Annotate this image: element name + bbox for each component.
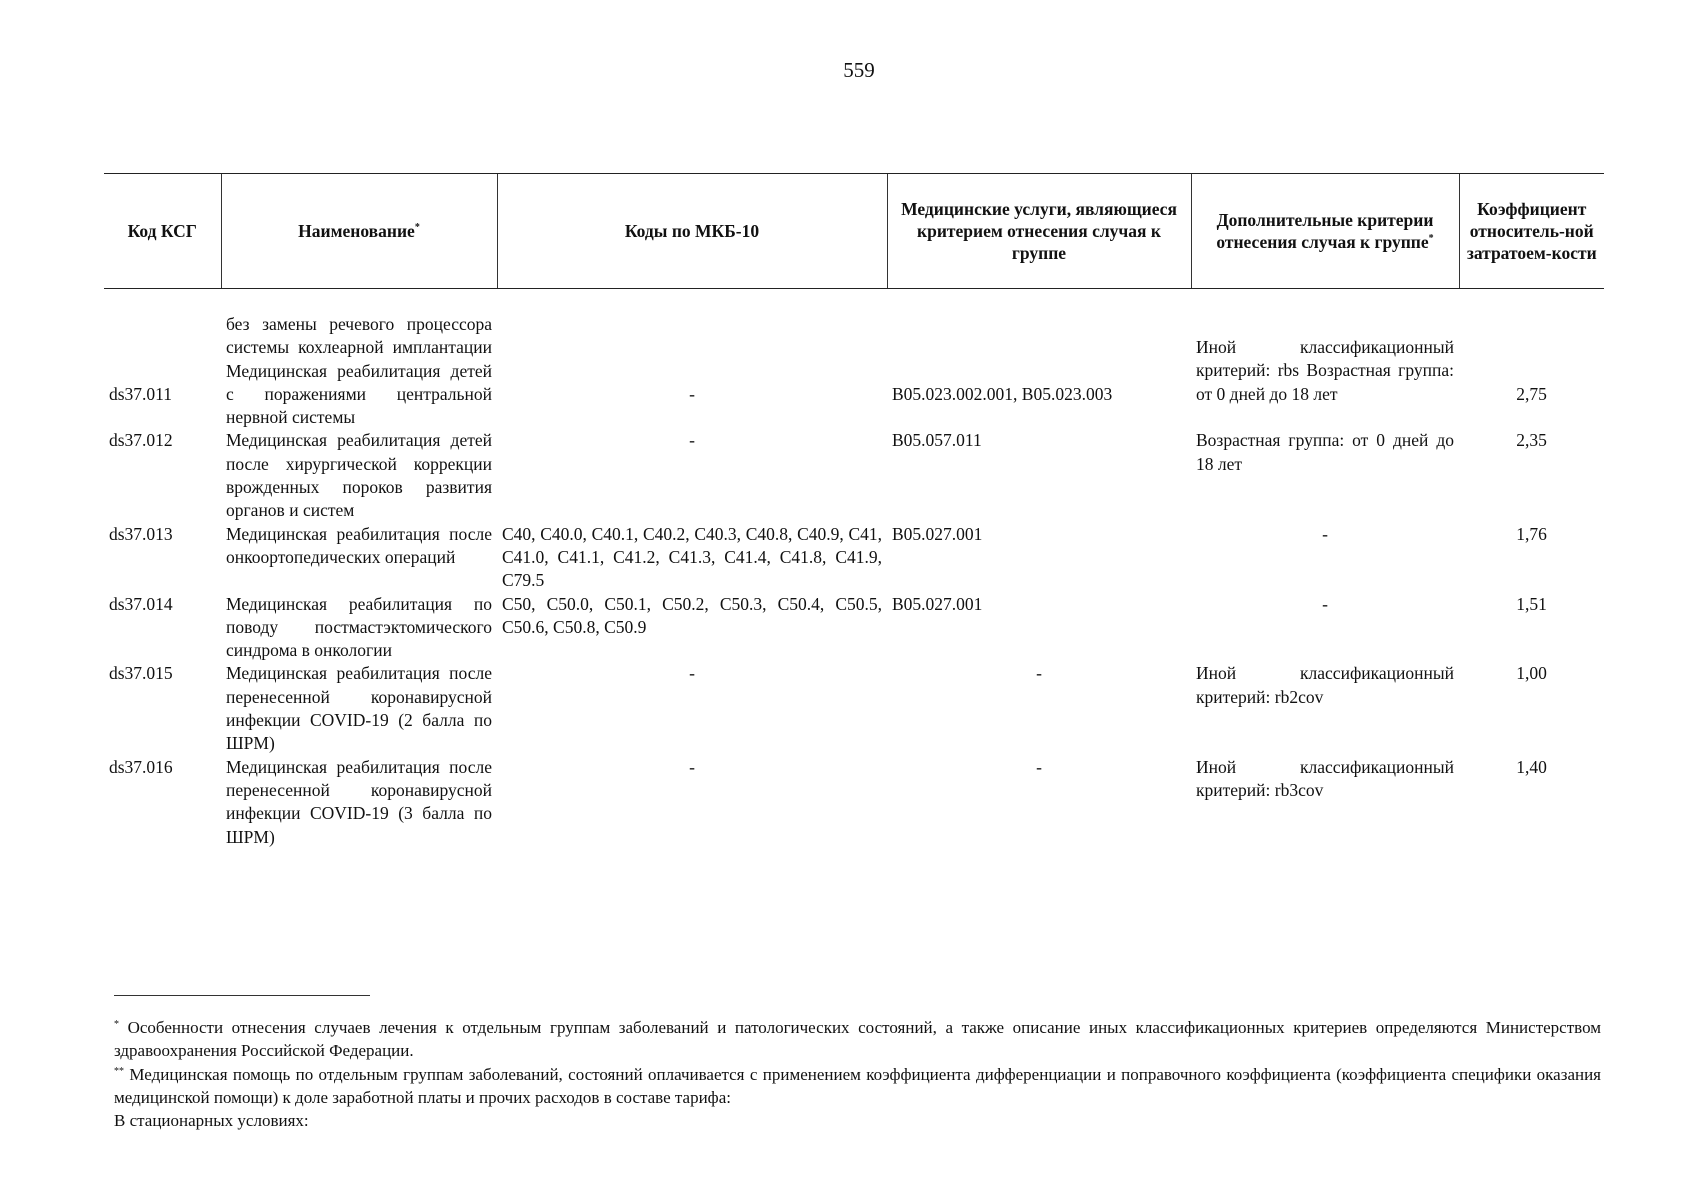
cell-icd: C40, C40.0, C40.1, C40.2, C40.3, C40.8, C40.9, C41, C41.0, C41.1, C41.2, C41.3, C41.4, C41.8, C41.9, C79.5 xyxy=(502,523,882,591)
cell-name: Медицинская реабилитация детей после хирургической коррекции врожденных пороков развития органов и систем xyxy=(226,430,492,521)
cell-services: B05.027.001 xyxy=(892,523,983,544)
cell-services: B05.027.001 xyxy=(892,593,983,614)
header-code xyxy=(104,174,221,289)
header-row xyxy=(104,174,1604,289)
header-criteria xyxy=(1191,174,1459,289)
cell-name: Медицинская реабилитация после онкоортопедических операций xyxy=(226,523,492,567)
table-row xyxy=(104,593,1604,663)
cell-name: Медицинская реабилитация после перенесенной коронавирусной инфекции COVID-19 (2 балла по ШРМ) xyxy=(226,663,492,754)
cell-code: ds37.016 xyxy=(109,756,173,777)
cell-coefficient: 1,76 xyxy=(1516,523,1547,544)
footnotes xyxy=(114,1016,1601,1132)
cell-services: B05.023.002.001, B05.023.003 xyxy=(892,384,1113,404)
cell-criteria: Иной классификационный критерий: rb2cov xyxy=(1196,663,1454,707)
header-icd-label: Коды по МКБ-10 xyxy=(624,221,760,241)
table-row xyxy=(104,756,1604,849)
header-criteria-footnote-mark: * xyxy=(1428,233,1434,244)
table-row xyxy=(104,289,1604,430)
cell-code: ds37.015 xyxy=(109,663,173,684)
header-name-footnote-mark: * xyxy=(414,222,420,233)
footnote-2-mark: ** xyxy=(114,1065,124,1077)
cell-services: - xyxy=(1036,756,1042,777)
cell-icd: C50, C50.0, C50.1, C50.2, C50.3, C50.4, C50.5, C50.6, C50.8, C50.9 xyxy=(502,593,882,637)
cell-coefficient: 2,75 xyxy=(1516,384,1547,404)
table-body xyxy=(104,289,1604,849)
cell-services: - xyxy=(1036,663,1042,684)
header-coefficient xyxy=(1459,174,1604,289)
cell-code: ds37.013 xyxy=(109,523,173,544)
table-row xyxy=(104,523,1604,593)
ksg-table xyxy=(104,173,1604,849)
cell-icd: - xyxy=(689,430,695,451)
cell-code: ds37.014 xyxy=(109,593,173,614)
footnote-1 xyxy=(114,1016,1601,1063)
cell-code: ds37.011 xyxy=(109,384,173,404)
cell-name: без замены речевого процессора системы кохлеарной имплантации Медицинская реабилитация детей с поражениями центральной нервной системы xyxy=(226,314,492,428)
cell-icd: - xyxy=(689,384,695,404)
header-code-label: Код КСГ xyxy=(127,221,197,241)
cell-services: B05.057.011 xyxy=(892,430,982,451)
cell-code: ds37.012 xyxy=(109,430,173,451)
cell-coefficient: 1,51 xyxy=(1516,593,1547,614)
cell-coefficient: 2,35 xyxy=(1516,430,1547,451)
header-services-label: Медицинские услуги, являющиеся критерием отнесения случая к группе xyxy=(901,199,1177,263)
cell-icd: - xyxy=(689,663,695,684)
footnote-3 xyxy=(114,1109,1601,1132)
header-criteria-label: Дополнительные критерии отнесения случая к группе xyxy=(1216,210,1434,252)
table-row xyxy=(104,662,1604,755)
cell-criteria: Возрастная группа: от 0 дней до 18 лет xyxy=(1196,430,1454,474)
cell-criteria: - xyxy=(1322,593,1328,614)
table-header xyxy=(104,174,1604,289)
footnote-1-mark: * xyxy=(114,1019,119,1030)
footnote-3-text: В стационарных условиях: xyxy=(114,1111,309,1131)
page-number: 559 xyxy=(843,58,875,82)
header-name xyxy=(221,174,497,289)
header-coefficient-label: Коэффициент относитель-ной затратоем-кости xyxy=(1466,199,1597,263)
header-icd xyxy=(497,174,887,289)
cell-coefficient: 1,40 xyxy=(1516,756,1547,777)
cell-coefficient: 1,00 xyxy=(1516,663,1547,684)
cell-name: Медицинская реабилитация по поводу постмастэктомического синдрома в онкологии xyxy=(226,593,492,661)
cell-name: Медицинская реабилитация после перенесенной коронавирусной инфекции COVID-19 (3 балла по ШРМ) xyxy=(226,756,492,847)
footnote-divider xyxy=(114,995,370,996)
footnote-1-text: Особенности отнесения случаев лечения к отдельным группам заболеваний и патологических состояний, а также описание иных классификационных критериев определяются Министерством здравоохранения Российской Федерации. xyxy=(114,1018,1601,1061)
cell-criteria: Иной классификационный критерий: rb3cov xyxy=(1196,756,1454,800)
cell-icd: - xyxy=(689,756,695,777)
footnote-2-text: Медицинская помощь по отдельным группам заболеваний, состояний оплачивается с применением коэффициента дифференциации и поправочного коэффициента (коэффициента специфики оказания медицинской помощи) к доле заработной платы и прочих расходов в составе тарифа: xyxy=(114,1064,1602,1107)
header-name-label: Наименование xyxy=(298,221,415,241)
header-services xyxy=(887,174,1191,289)
cell-criteria: - xyxy=(1322,523,1328,544)
cell-criteria: Иной классификационный критерий: rbs Возрастная группа: от 0 дней до 18 лет xyxy=(1196,337,1454,404)
table-row xyxy=(104,429,1604,522)
footnote-2 xyxy=(114,1063,1601,1110)
